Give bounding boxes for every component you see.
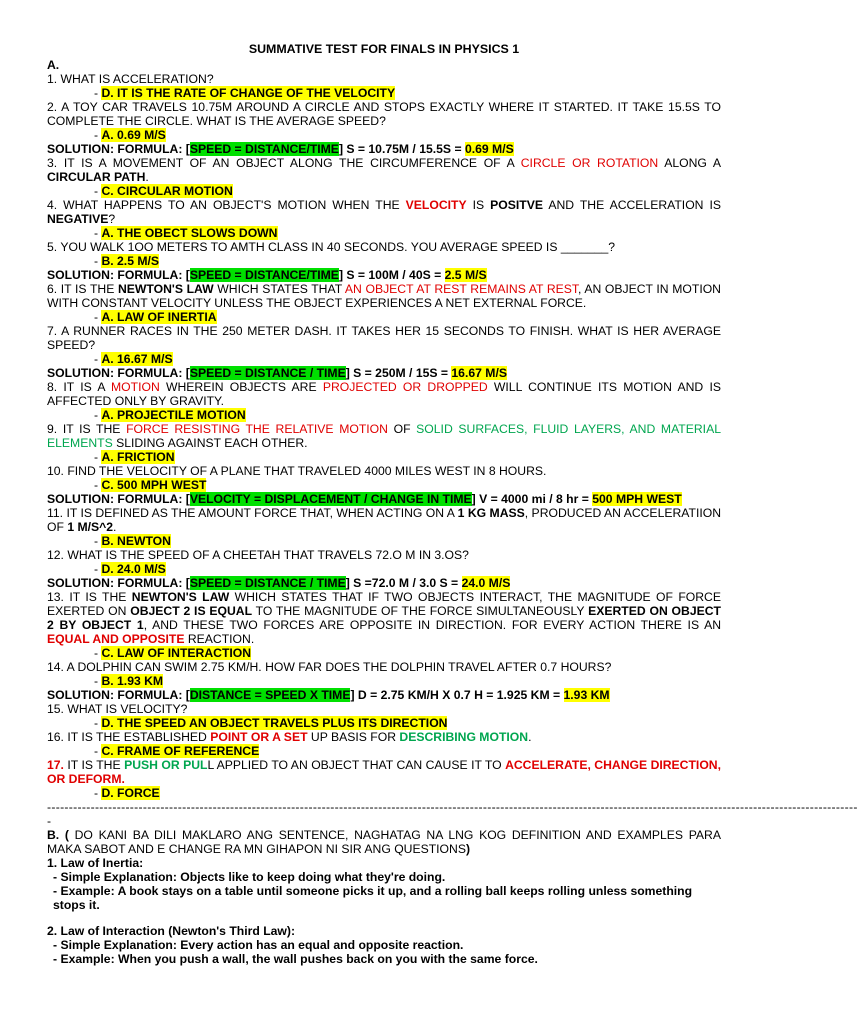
answer-2: - A. 0.69 M/S: [94, 128, 166, 142]
answer-14: - B. 1.93 KM: [94, 674, 164, 688]
answer-16: - C. FRAME OF REFERENCE: [94, 744, 260, 758]
divider-tail: -: [47, 814, 52, 828]
question-12: 12. WHAT IS THE SPEED OF A CHEETAH THAT TRAVELS 72.O M IN 3.OS?: [47, 548, 469, 562]
result-10: 500 MPH WEST: [592, 492, 682, 506]
answer-3: - C. CIRCULAR MOTION: [94, 184, 233, 198]
note-1-heading: 1. Law of Inertia:: [47, 856, 144, 870]
answer-13: - C. LAW OF INTERACTION: [94, 646, 252, 660]
result-2: 0.69 M/S: [464, 142, 514, 156]
note-2-example: - Example: When you push a wall, the wall pushes back on you with the same force.: [53, 952, 538, 966]
result-7: 16.67 M/S: [451, 366, 507, 380]
answer-17: - D. FORCE: [94, 786, 160, 800]
question-5: 5. YOU WALK 1OO METERS TO AMTH CLASS IN 40 SECONDS. YOU AVERAGE SPEED IS _______?: [47, 240, 616, 254]
result-5: 2.5 M/S: [444, 268, 487, 282]
result-14: 1.93 KM: [563, 688, 610, 702]
question-2: 2. A TOY CAR TRAVELS 10.75M AROUND A CIRCLE AND STOPS EXACTLY WHERE IT STARTED. IT TAKE 15.5S TO COMPLETE THE CIRCLE. WHAT IS THE AVERAGE SPEED?: [47, 100, 721, 128]
note-1: [47, 856, 721, 912]
answer-7: - A. 16.67 M/S: [94, 352, 173, 366]
section-a-label: A.: [47, 58, 60, 72]
note-2: [47, 924, 721, 966]
question-8: 8. IT IS A MOTION WHEREIN OBJECTS ARE PROJECTED OR DROPPED WILL CONTINUE ITS MOTION AND IS AFFECTED ONLY BY GRAVITY.: [47, 380, 721, 408]
question-9: 9. IT IS THE FORCE RESISTING THE RELATIVE MOTION OF SOLID SURFACES, FLUID LAYERS, AND MATERIAL ELEMENTS SLIDING AGAINST EACH OTHER.: [47, 422, 721, 450]
question-17: 17. IT IS THE PUSH OR PULL APPLIED TO AN OBJECT THAT CAN CAUSE IT TO ACCELERATE, CHANGE DIRECTION, OR DEFORM.: [47, 758, 721, 786]
answer-12: - D. 24.0 M/S: [94, 562, 166, 576]
answer-4: - A. THE OBECT SLOWS DOWN: [94, 226, 278, 240]
answer-9: - A. FRICTION: [94, 450, 175, 464]
solution-2: SOLUTION: FORMULA: [SPEED = DISTANCE/TIME] S = 10.75M / 15.5S = 0.69 M/S: [47, 142, 514, 156]
solution-7: SOLUTION: FORMULA: [SPEED = DISTANCE / TIME] S = 250M / 15S = 16.67 M/S: [47, 366, 507, 380]
answer-8: - A. PROJECTILE MOTION: [94, 408, 246, 422]
answer-15: - D. THE SPEED AN OBJECT TRAVELS PLUS ITS DIRECTION: [94, 716, 448, 730]
answer-10: - C. 500 MPH WEST: [94, 478, 207, 492]
note-1-explanation: - Simple Explanation: Objects like to keep doing what they're doing.: [53, 870, 446, 884]
solution-10: SOLUTION: FORMULA: [VELOCITY = DISPLACEMENT / CHANGE IN TIME] V = 4000 mi / 8 hr = 500 MPH WEST: [47, 492, 682, 506]
divider-line: ------------------------------------------------------------------------------------------------------------------------------------------------------------------------------------------: [47, 800, 858, 814]
section-b-intro: B. ( DO KANI BA DILI MAKLARO ANG SENTENCE, NAGHATAG NA LNG KOG DEFINITION AND EXAMPLES PARA MAKA SABOT AND E CHANGE RA MN GIHAPON NI SIR ANG QUESTIONS): [47, 828, 721, 856]
question-4: 4. WHAT HAPPENS TO AN OBJECT'S MOTION WHEN THE VELOCITY IS POSITVE AND THE ACCELERATION IS NEGATIVE?: [47, 198, 722, 226]
question-16: 16. IT IS THE ESTABLISHED POINT OR A SET UP BASIS FOR DESCRIBING MOTION.: [47, 730, 532, 744]
question-11: 11. IT IS DEFINED AS THE AMOUNT FORCE THAT, WHEN ACTING ON A 1 KG MASS, PRODUCED AN ACCELERATIION OF 1 M/S^2.: [47, 506, 721, 534]
formula-5: SPEED = DISTANCE/TIME: [189, 268, 339, 282]
formula-2: SPEED = DISTANCE/TIME: [189, 142, 339, 156]
question-13: 13. IT IS THE NEWTON'S LAW WHICH STATES THAT IF TWO OBJECTS INTERACT, THE MAGNITUDE OF FORCE EXERTED ON OBJECT 2 IS EQUAL TO THE MAGNITUDE OF THE FORCE SIMULTANEOUSLY EXERTED ON OBJECT 2 BY OBJECT 1, AND THESE TWO FORCES ARE OPPOSITE IN DIRECTION. FOR EVERY ACTION THERE IS AN EQUAL AND OPPOSITE REACTION.: [47, 590, 721, 646]
note-2-explanation: - Simple Explanation: Every action has an equal and opposite reaction.: [53, 938, 464, 952]
answer-6: - A. LAW OF INERTIA: [94, 310, 217, 324]
result-12: 24.0 M/S: [461, 576, 511, 590]
solution-12: SOLUTION: FORMULA: [SPEED = DISTANCE / TIME] S =72.0 M / 3.0 S = 24.0 M/S: [47, 576, 511, 590]
question-6: 6. IT IS THE NEWTON'S LAW WHICH STATES THAT AN OBJECT AT REST REMAINS AT REST, AN OBJECT IN MOTION WITH CONSTANT VELOCITY UNLESS THE OBJECT EXPERIENCES A NET EXTERNAL FORCE.: [47, 282, 721, 310]
answer-11: - B. NEWTON: [94, 534, 171, 548]
question-3: 3. IT IS A MOVEMENT OF AN OBJECT ALONG THE CIRCUMFERENCE OF A CIRCLE OR ROTATION ALONG A CIRCULAR PATH.: [47, 156, 721, 184]
question-10: 10. FIND THE VELOCITY OF A PLANE THAT TRAVELED 4000 MILES WEST IN 8 HOURS.: [47, 464, 547, 478]
question-1: 1. WHAT IS ACCELERATION?: [47, 72, 214, 86]
question-7: 7. A RUNNER RACES IN THE 250 METER DASH. IT TAKES HER 15 SECONDS TO FINISH. WHAT IS HER AVERAGE SPEED?: [47, 324, 721, 352]
formula-14: DISTANCE = SPEED X TIME: [189, 688, 351, 702]
note-2-heading: 2. Law of Interaction (Newton's Third Law):: [47, 924, 296, 938]
note-1-example: - Example: A book stays on a table until someone picks it up, and a rolling ball keeps rolling unless something stops it.: [53, 884, 693, 912]
question-15: 15. WHAT IS VELOCITY?: [47, 702, 188, 716]
answer-1: - D. IT IS THE RATE OF CHANGE OF THE VELOCITY: [94, 86, 396, 100]
page-title: SUMMATIVE TEST FOR FINALS IN PHYSICS 1: [248, 42, 520, 56]
solution-14: SOLUTION: FORMULA: [DISTANCE = SPEED X TIME] D = 2.75 KM/H X 0.7 H = 1.925 KM = 1.93 KM: [47, 688, 610, 702]
answer-5: - B. 2.5 M/S: [94, 254, 160, 268]
formula-7: SPEED = DISTANCE / TIME: [189, 366, 346, 380]
solution-5: SOLUTION: FORMULA: [SPEED = DISTANCE/TIME] S = 100M / 40S = 2.5 M/S: [47, 268, 487, 282]
question-14: 14. A DOLPHIN CAN SWIM 2.75 KM/H. HOW FAR DOES THE DOLPHIN TRAVEL AFTER 0.7 HOURS?: [47, 660, 612, 674]
formula-10: VELOCITY = DISPLACEMENT / CHANGE IN TIME: [189, 492, 472, 506]
formula-12: SPEED = DISTANCE / TIME: [189, 576, 346, 590]
